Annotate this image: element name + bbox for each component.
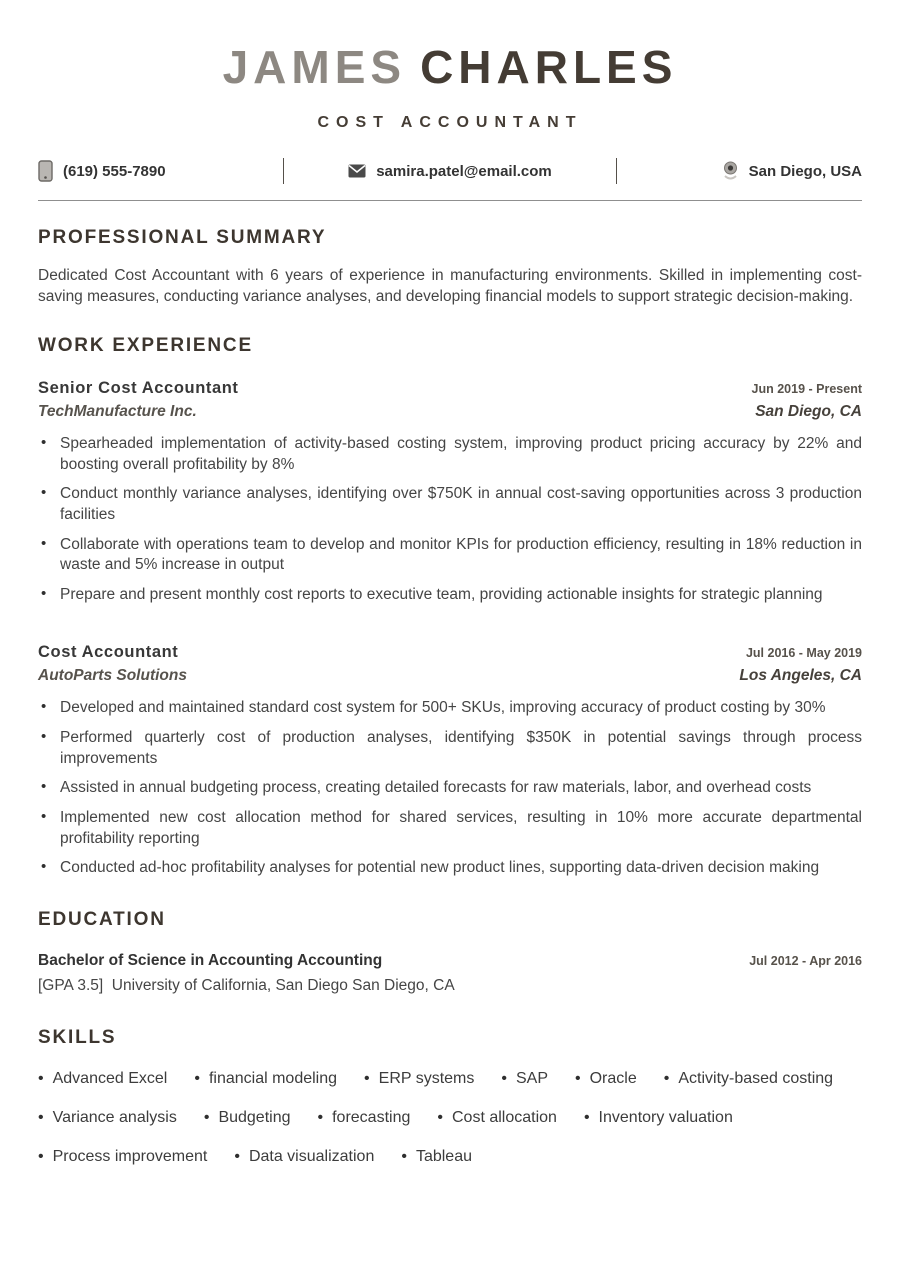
job-bullet: • Performed quarterly cost of production analyses, identifying $350K in potential savings through process improvements bbox=[38, 728, 862, 769]
contact-location bbox=[722, 160, 862, 182]
contact-email bbox=[348, 163, 552, 180]
job-location: Los Angeles, CA bbox=[739, 667, 862, 685]
skills-row bbox=[38, 1109, 862, 1127]
summary-section-heading: PROFESSIONAL SUMMARY bbox=[38, 227, 327, 248]
location-pin-icon bbox=[722, 160, 739, 182]
skill-item: • ERP systems bbox=[364, 1070, 474, 1088]
skill-item: • Data visualization bbox=[234, 1148, 374, 1166]
education-header bbox=[38, 952, 862, 970]
skills-row bbox=[38, 1070, 862, 1088]
job-bullet: • Conduct monthly variance analyses, identifying over $750K in annual cost-saving opportunities across 3 production facilities bbox=[38, 484, 862, 525]
skill-item: • Tableau bbox=[401, 1148, 472, 1166]
job-header bbox=[38, 643, 862, 662]
work-section-heading: WORK EXPERIENCE bbox=[38, 335, 253, 357]
summary-text: Dedicated Cost Accountant with 6 years of experience in manufacturing environments. Skilled in implementing cost-saving measures, conducting variance analyses, and developing financial models to support strategic decision-making. bbox=[38, 267, 862, 305]
last-name: CHARLES bbox=[420, 41, 678, 93]
job-subheader bbox=[38, 667, 862, 685]
job-role: Senior Cost Accountant bbox=[38, 379, 239, 398]
job-dates: Jun 2019 - Present bbox=[751, 382, 862, 397]
skill-item: • Inventory valuation bbox=[584, 1109, 733, 1127]
job-bullet-list bbox=[38, 434, 862, 605]
job-location: San Diego, CA bbox=[755, 403, 862, 421]
header-divider bbox=[38, 200, 862, 201]
job-header bbox=[38, 379, 862, 398]
email-icon bbox=[348, 164, 366, 178]
contact-email-cell bbox=[284, 163, 615, 180]
contact-phone-cell bbox=[38, 160, 283, 182]
education-section-heading: EDUCATION bbox=[38, 908, 166, 930]
job-bullet: • Developed and maintained standard cost system for 500+ SKUs, improving accuracy of product costing by 30% bbox=[38, 698, 862, 719]
email-address: samira.patel@email.com bbox=[376, 162, 552, 180]
job-company: AutoParts Solutions bbox=[38, 667, 187, 685]
job-bullet: • Conducted ad-hoc profitability analyses for potential new product lines, supporting data-driven decision making bbox=[38, 858, 862, 879]
skill-item: • Budgeting bbox=[204, 1109, 291, 1127]
skill-item: • SAP bbox=[501, 1070, 548, 1088]
contact-location-cell bbox=[617, 160, 862, 182]
job-bullet-list bbox=[38, 698, 862, 878]
header-job-title: COST ACCOUNTANT bbox=[317, 114, 583, 131]
skill-item: • Process improvement bbox=[38, 1148, 207, 1166]
education-dates: Jul 2012 - Apr 2016 bbox=[749, 953, 862, 968]
job-bullet: • Spearheaded implementation of activity-based costing system, improving product pricing accuracy by 22% and boosting overall profitability by 8% bbox=[38, 434, 862, 475]
skills-section-heading: SKILLS bbox=[38, 1026, 117, 1048]
contact-phone bbox=[38, 160, 166, 182]
skill-item: • Advanced Excel bbox=[38, 1070, 167, 1088]
job-bullet: • Assisted in annual budgeting process, creating detailed forecasts for raw materials, labor, and overhead costs bbox=[38, 778, 862, 799]
job-entry bbox=[38, 643, 862, 878]
location-text: San Diego, USA bbox=[748, 162, 862, 180]
job-company: TechManufacture Inc. bbox=[38, 403, 197, 421]
skill-item: • Variance analysis bbox=[38, 1109, 177, 1127]
job-dates: Jul 2016 - May 2019 bbox=[745, 646, 862, 661]
person-name bbox=[38, 41, 862, 93]
phone-number: (619) 555-7890 bbox=[63, 162, 166, 180]
job-bullet: • Implemented new cost allocation method for shared services, resulting in 10% more accurate departmental profitability reporting bbox=[38, 808, 862, 849]
skill-item: • Oracle bbox=[575, 1070, 637, 1088]
phone-icon bbox=[38, 160, 53, 182]
education-degree: Bachelor of Science in Accounting Accounting bbox=[38, 951, 383, 969]
first-name: JAMES bbox=[222, 41, 407, 93]
job-subheader bbox=[38, 403, 862, 421]
skill-item: • Activity-based costing bbox=[664, 1070, 833, 1088]
job-entry bbox=[38, 379, 862, 605]
contact-row bbox=[38, 158, 862, 184]
job-bullet: • Prepare and present monthly cost reports to executive team, providing actionable insights for strategic planning bbox=[38, 585, 862, 606]
skill-item: • forecasting bbox=[318, 1109, 411, 1127]
skills-row bbox=[38, 1148, 862, 1166]
education-details: [GPA 3.5] University of California, San Diego San Diego, CA bbox=[38, 976, 455, 994]
skill-item: • financial modeling bbox=[194, 1070, 337, 1088]
job-role: Cost Accountant bbox=[38, 643, 179, 662]
skill-item: • Cost allocation bbox=[437, 1109, 557, 1127]
job-bullet: • Collaborate with operations team to develop and monitor KPIs for production efficiency, resulting in 18% reduction in waste and 5% increase in output bbox=[38, 535, 862, 576]
